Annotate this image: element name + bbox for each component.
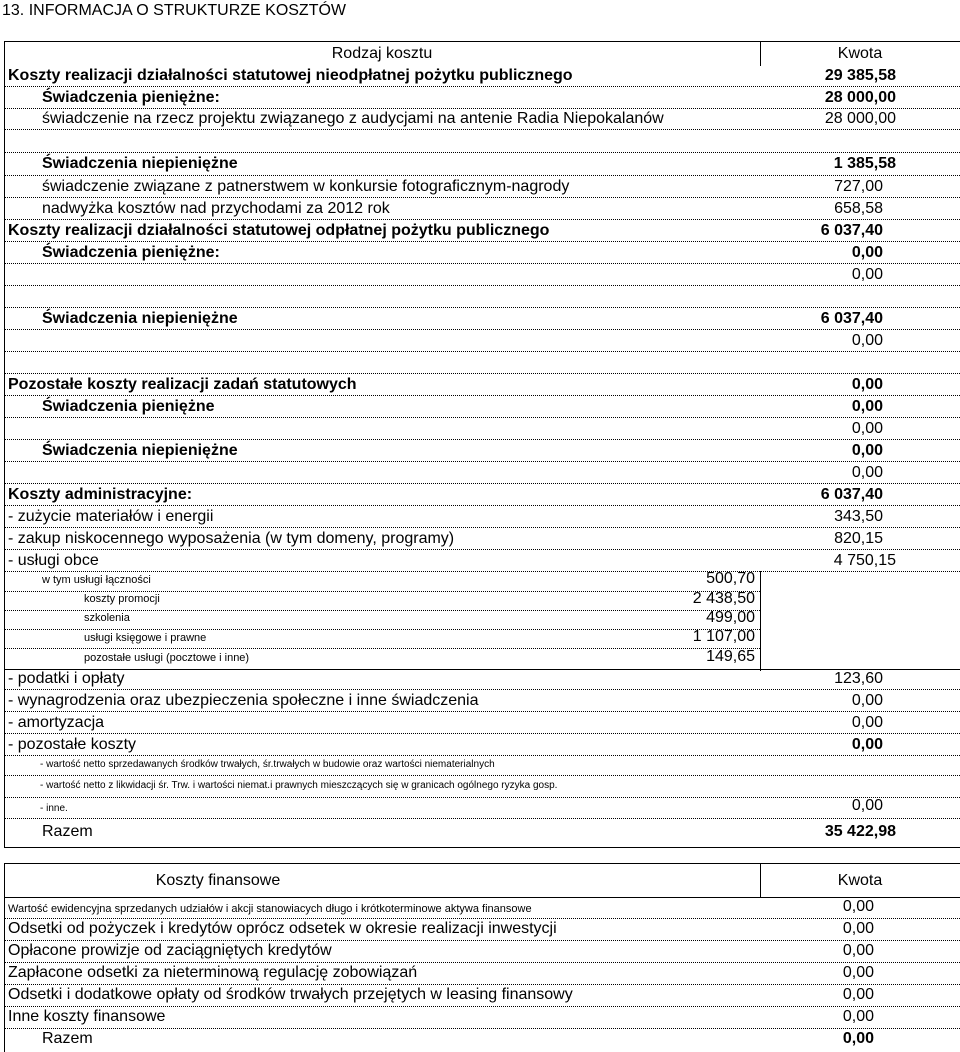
section-title: 13. INFORMACJA O STRUKTURZE KOSZTÓW xyxy=(2,2,347,19)
row-value: 0,00 xyxy=(851,420,883,437)
row-value: 6 037,40 xyxy=(820,310,883,327)
financial-row-label: Odsetki i dodatkowe opłaty od środków trwałych przejętych w leasing finansowy xyxy=(8,986,573,1003)
financial-row-label: Wartość ewidencyjna sprzedanych udziałów i akcji stanowiacych długo i krótkoterminowe aktywa finansowe xyxy=(8,903,532,915)
financial-row-value: 0,00 xyxy=(842,920,874,937)
row-label: Koszty realizacji działalności statutowej odpłatnej pożytku publicznego xyxy=(8,222,550,239)
row-label: - pozostałe koszty xyxy=(8,736,137,753)
row-label: nadwyżka kosztów nad przychodami za 2012 rok xyxy=(42,200,390,217)
row-label: Świadczenia niepieniężne xyxy=(42,442,238,459)
row-value: 0,00 xyxy=(851,692,883,709)
row-label: świadczenie na rzecz projektu związanego z audycjami na antenie Radia Niepokalanów xyxy=(42,110,664,127)
row-value: 0,00 xyxy=(851,442,883,459)
row-label: Koszty administracyjne: xyxy=(8,486,193,503)
row-label: - wynagrodzenia oraz ubezpieczenia społeczne i inne świadczenia xyxy=(8,692,479,709)
row-value: 1 385,58 xyxy=(833,155,896,172)
row-value: 0,00 xyxy=(851,244,883,261)
row-value: 500,70 xyxy=(706,570,755,587)
row-label: - inne. xyxy=(40,803,68,814)
row-value: 28 000,00 xyxy=(824,89,896,106)
financial-row-value: 0,00 xyxy=(842,986,874,1003)
financial-row-label: Inne koszty finansowe xyxy=(8,1008,166,1025)
row-label: Świadczenia niepieniężne xyxy=(42,155,238,172)
row-label: - amortyzacja xyxy=(8,714,105,731)
financial-header-amount: Kwota xyxy=(837,872,883,889)
row-label: - wartość netto z likwidacji śr. Trw. i wartości niemat.i prawnych mieszczących się w granicach ogólnego ryzyka gosp. xyxy=(40,780,558,791)
row-value: 2 438,50 xyxy=(692,590,755,607)
financial-row-value: 0,00 xyxy=(842,942,874,959)
row-value: 0,00 xyxy=(851,464,883,481)
row-value: 149,65 xyxy=(706,648,755,665)
row-label: Świadczenia pieniężne: xyxy=(42,89,220,106)
financial-row-label: Zapłacone odsetki za nieterminową regulację zobowiązań xyxy=(8,964,418,981)
row-label: Świadczenia niepieniężne xyxy=(42,310,238,327)
row-label: szkolenia xyxy=(84,612,130,624)
financial-row-label: Opłacone prowizje od zaciągniętych kredytów xyxy=(8,942,332,959)
row-value: 6 037,40 xyxy=(820,486,883,503)
row-label: - usługi obce xyxy=(8,552,99,569)
row-value: 343,50 xyxy=(834,508,883,525)
header-amount: Kwota xyxy=(837,45,883,62)
row-label: Świadczenia pieniężne: xyxy=(42,244,220,261)
row-value: 0,00 xyxy=(851,736,883,753)
row-value: 0,00 xyxy=(851,398,883,415)
row-label: koszty promocji xyxy=(84,593,160,605)
row-value: 0,00 xyxy=(851,797,883,814)
row-value: 658,58 xyxy=(834,200,883,217)
financial-row-value: 0,00 xyxy=(842,964,874,981)
row-value: 29 385,58 xyxy=(824,67,896,84)
row-label: Pozostałe koszty realizacji zadań statutowych xyxy=(8,376,357,393)
financial-total-value: 0,00 xyxy=(842,1030,874,1047)
row-value: 123,60 xyxy=(834,670,883,687)
financial-total-label: Razem xyxy=(42,1030,93,1047)
row-value: 1 107,00 xyxy=(692,628,755,645)
row-value: 820,15 xyxy=(834,530,883,547)
row-label: - podatki i opłaty xyxy=(8,670,125,687)
row-value: 28 000,00 xyxy=(824,110,896,127)
financial-row-value: 0,00 xyxy=(842,898,874,915)
row-label: pozostałe usługi (pocztowe i inne) xyxy=(84,652,250,664)
row-label: w tym usługi łączności xyxy=(42,574,151,586)
row-value: 0,00 xyxy=(851,714,883,731)
row-value: 4 750,15 xyxy=(833,552,896,569)
row-label: - zakup niskocennego wyposażenia (w tym domeny, programy) xyxy=(8,530,455,547)
financial-row-label: Odsetki od pożyczek i kredytów oprócz odsetek w okresie realizacji inwestycji xyxy=(8,920,557,937)
row-value: 6 037,40 xyxy=(820,222,883,239)
row-value: 0,00 xyxy=(851,376,883,393)
total-value: 35 422,98 xyxy=(824,823,896,840)
row-value: 0,00 xyxy=(851,332,883,349)
row-value: 0,00 xyxy=(851,266,883,283)
row-label: usługi księgowe i prawne xyxy=(84,632,207,644)
financial-header-type: Koszty finansowe xyxy=(155,872,281,889)
header-cost-type: Rodzaj kosztu xyxy=(331,45,433,62)
row-label: - zużycie materiałów i energii xyxy=(8,508,214,525)
total-label: Razem xyxy=(42,823,93,840)
row-value: 727,00 xyxy=(834,178,883,195)
row-label: Świadczenia pieniężne xyxy=(42,398,215,415)
row-label: Koszty realizacji działalności statutowej nieodpłatnej pożytku publicznego xyxy=(8,67,573,84)
row-label: świadczenie związane z patnerstwem w konkursie fotograficznym-nagrody xyxy=(42,178,570,195)
row-value: 499,00 xyxy=(706,609,755,626)
financial-row-value: 0,00 xyxy=(842,1008,874,1025)
row-label: - wartość netto sprzedawanych środków trwałych, śr.trwałych w budowie oraz wartości niematerialnych xyxy=(40,759,495,770)
